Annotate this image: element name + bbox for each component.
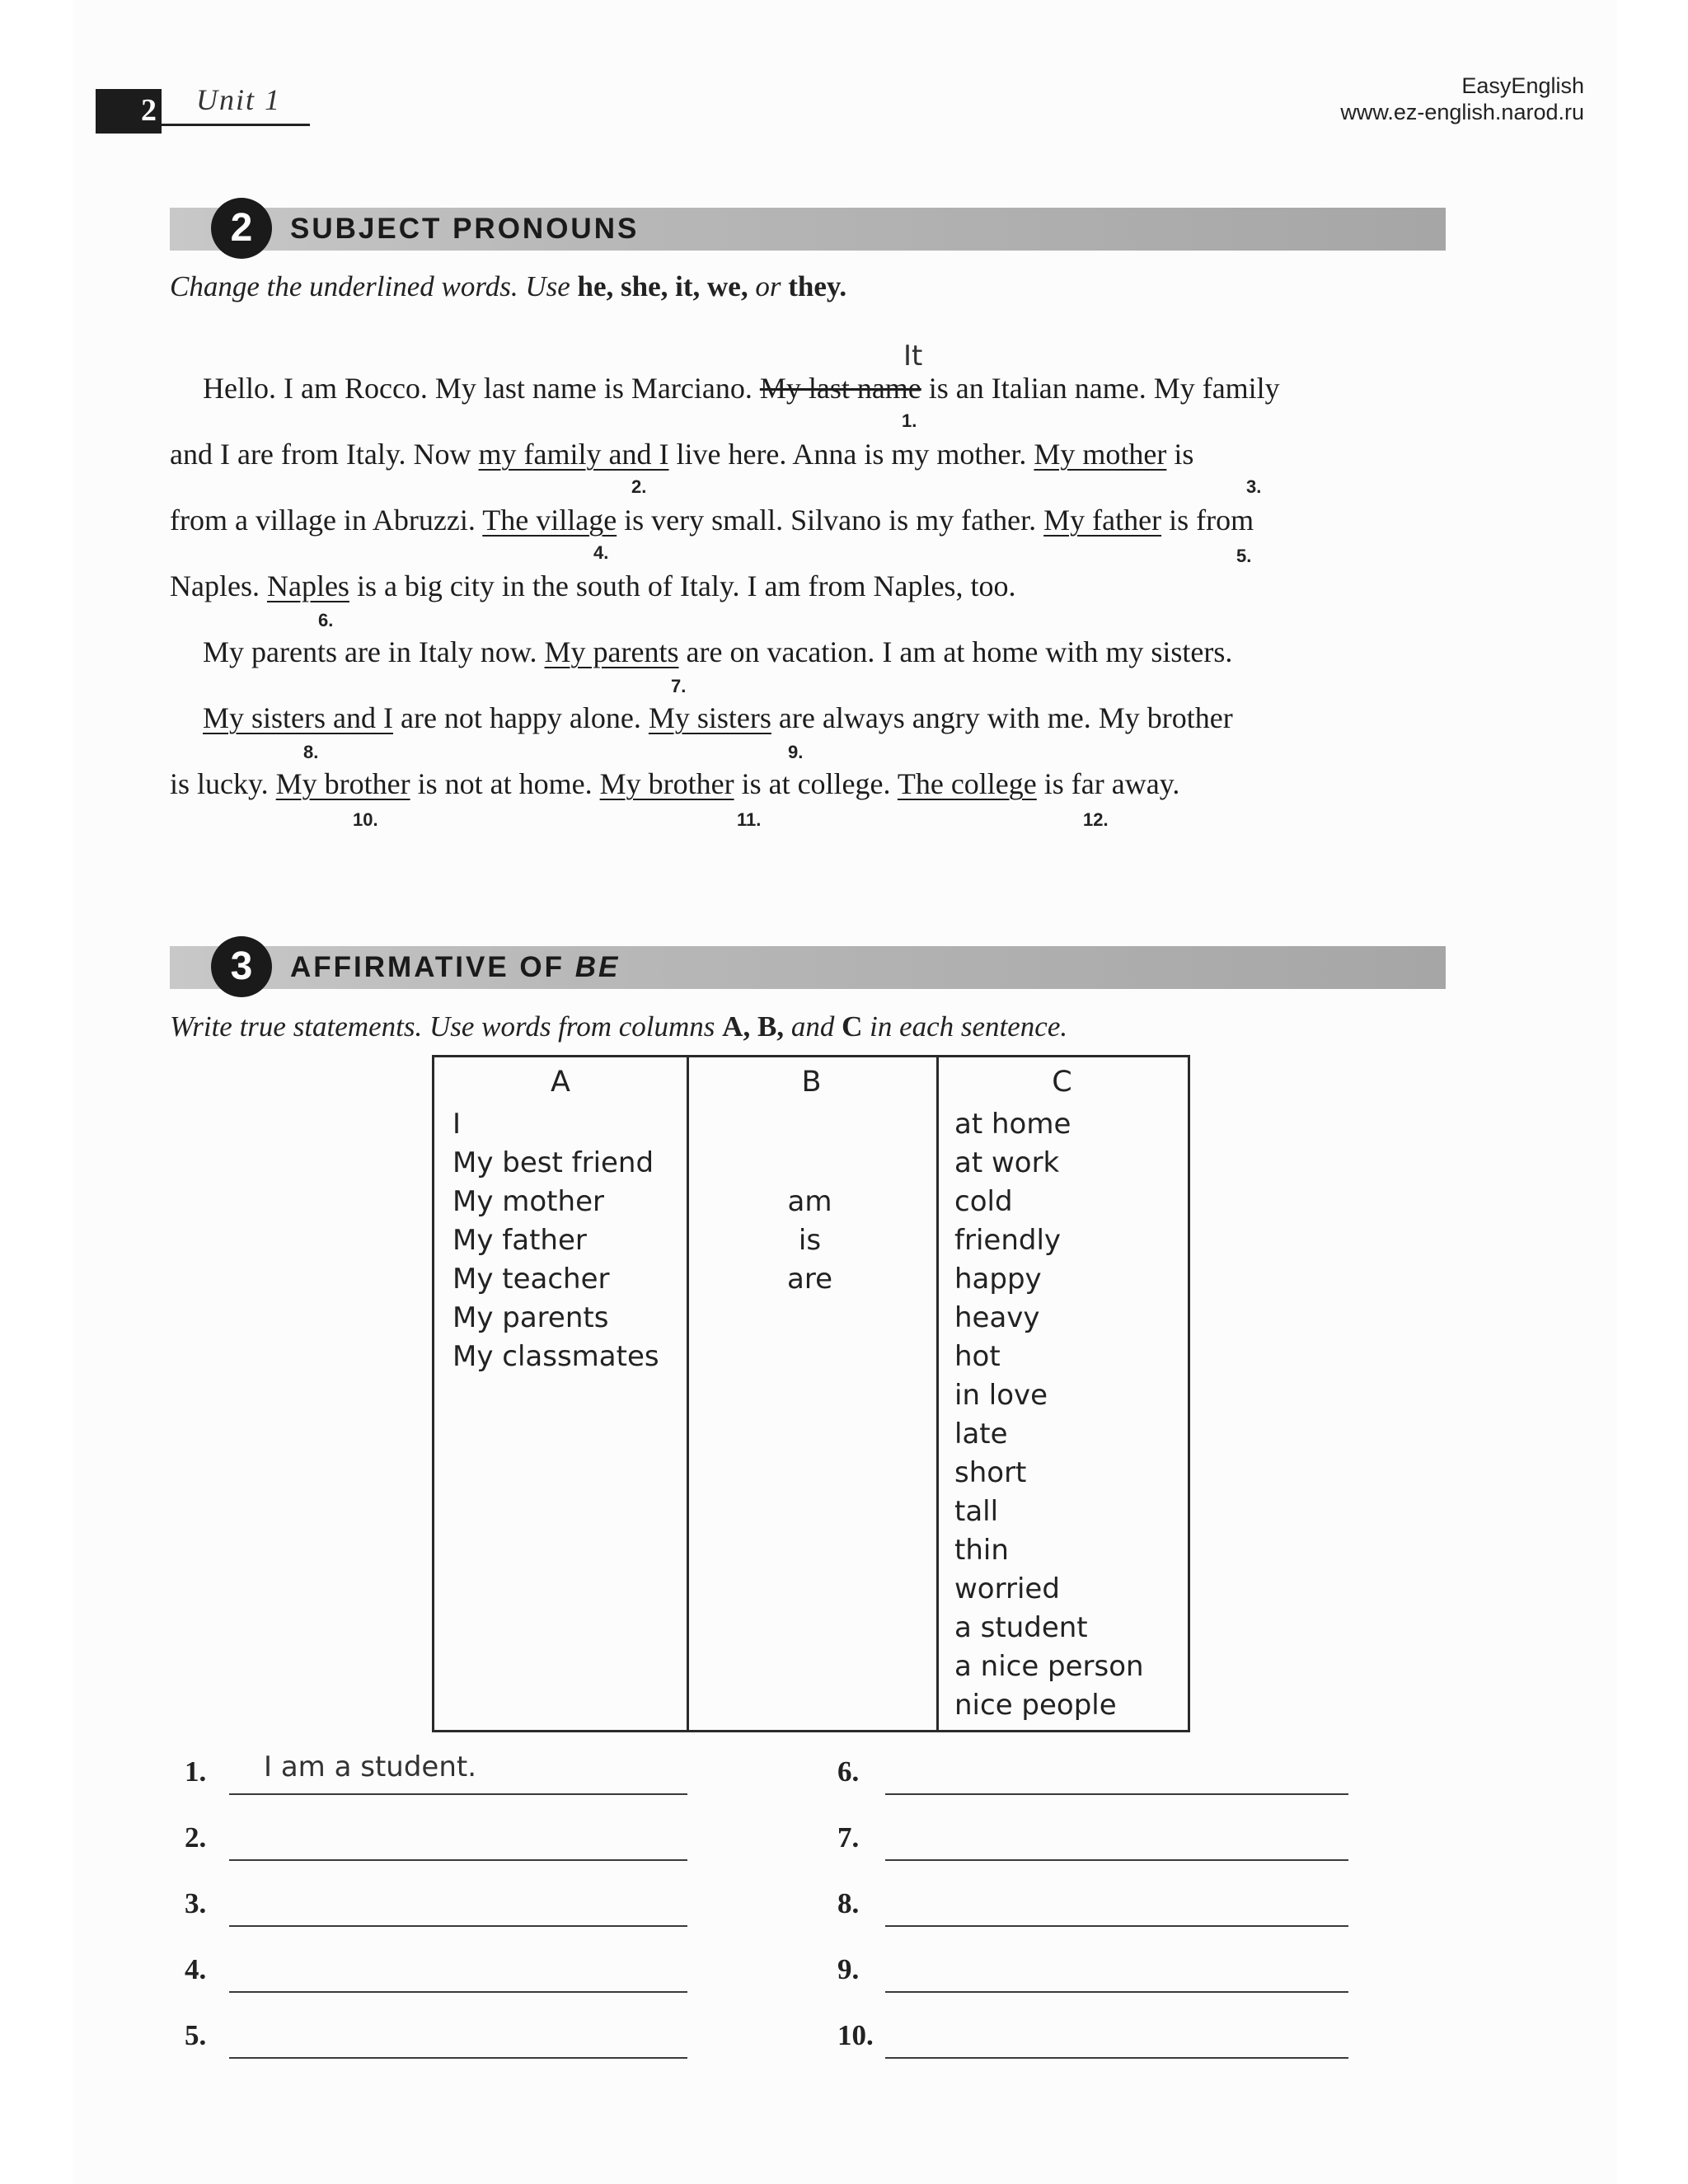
column-c-item: tall [954, 1495, 999, 1528]
underlined-item-8: My sisters and I [203, 701, 393, 734]
page-number: 2 [141, 93, 157, 128]
answer-line[interactable] [885, 1793, 1348, 1795]
column-c-item: at work [954, 1146, 1060, 1179]
section-2-title: SUBJECT PRONOUNS [290, 213, 640, 245]
item-number: 11. [737, 809, 762, 830]
column-a [434, 1057, 689, 1730]
answer-line[interactable] [229, 2057, 687, 2059]
instruction-or: or [755, 270, 781, 302]
instruction-text-end: in each sentence. [862, 1010, 1068, 1043]
pronoun-she: she, [621, 270, 668, 302]
column-a-item: I [452, 1108, 462, 1141]
underlined-item-12: The college [897, 767, 1037, 800]
answer-number: 3. [185, 1887, 207, 1919]
item-number: 9. [788, 742, 804, 762]
item-number: 10. [353, 809, 378, 830]
item-number: 8. [303, 742, 319, 762]
paragraph-line-4: Naples. Naples is a big city in the south of Italy. I am from Naples, too. [170, 569, 1016, 602]
item-number: 2. [631, 476, 647, 497]
pronoun-we: we, [707, 270, 748, 302]
paragraph-line-3: from a village in Abruzzi. The village is very small. Silvano is my father. My father is from [170, 504, 1254, 537]
column-c-item: in love [954, 1379, 1048, 1412]
column-c-item: a nice person [954, 1650, 1144, 1683]
column-c-item: cold [954, 1185, 1013, 1218]
page-margin-right [1617, 0, 1688, 2184]
column-b-header: B [801, 1066, 822, 1099]
answer-line[interactable] [885, 1925, 1348, 1927]
section-3-title: AFFIRMATIVE OF BE [290, 951, 621, 983]
answer-number: 4. [185, 1953, 207, 1985]
struck-example: My last name [759, 372, 921, 405]
column-b-item: are [787, 1263, 832, 1296]
answer-line[interactable] [885, 1859, 1348, 1861]
instruction-text: Write true statements. Use words from columns [170, 1010, 723, 1043]
column-b-letter: B, [757, 1010, 785, 1043]
item-number: 3. [1246, 476, 1262, 497]
answer-number: 7. [837, 1821, 860, 1854]
column-a-item: My teacher [452, 1263, 610, 1296]
section-2-badge: 2 [211, 198, 272, 259]
column-a-header: A [551, 1066, 570, 1099]
column-a-item: My mother [452, 1185, 604, 1218]
column-a-item: My father [452, 1224, 587, 1257]
column-b-list [687, 1183, 933, 1299]
column-c-item: hot [954, 1340, 1001, 1373]
answer-line[interactable] [885, 1991, 1348, 1993]
item-number: 5. [1236, 546, 1252, 566]
brand-name: EasyEnglish [1461, 73, 1584, 98]
page-margin-left [0, 0, 73, 2184]
column-a-letter: A, [722, 1010, 751, 1043]
column-a-item: My parents [452, 1301, 609, 1334]
answer-number: 5. [185, 2019, 207, 2051]
underlined-item-5: My father [1043, 504, 1162, 537]
instruction-and: and [790, 1010, 835, 1043]
paragraph-line-2: and I are from Italy. Now my family and I live here. Anna is my mother. My mother is [170, 438, 1194, 471]
answer-line[interactable] [229, 1991, 687, 1993]
column-a-item: My classmates [452, 1340, 659, 1373]
underlined-item-9: My sisters [648, 701, 771, 734]
answer-number: 8. [837, 1887, 860, 1919]
underlined-item-11: My brother [599, 767, 734, 800]
column-c-item: thin [954, 1534, 1009, 1567]
column-c-item: at home [954, 1108, 1071, 1141]
column-b [687, 1057, 939, 1730]
column-a-list [452, 1105, 683, 1376]
pronoun-it: it, [675, 270, 701, 302]
unit-rule [162, 124, 310, 126]
answer-text: I am a student. [264, 1750, 477, 1783]
underlined-item-4: The village [482, 504, 617, 537]
column-c-item: late [954, 1418, 1008, 1451]
pronoun-they: they. [788, 270, 847, 302]
column-c-item: a student [954, 1611, 1088, 1644]
paragraph-line-7: is lucky. My brother is not at home. My brother is at college. The college is far away. [170, 767, 1180, 800]
answer-number: 9. [837, 1953, 860, 1985]
column-c-header: C [1052, 1066, 1072, 1099]
answer-line[interactable] [229, 1925, 687, 1927]
answer-number: 6. [837, 1755, 860, 1788]
column-b-item: am [787, 1185, 832, 1218]
answer-line[interactable] [885, 2057, 1348, 2059]
section-3-badge: 3 [211, 936, 272, 997]
page-number-tab [96, 89, 162, 134]
column-c-item: worried [954, 1572, 1060, 1605]
example-answer: It [903, 340, 923, 373]
answer-number: 2. [185, 1821, 207, 1854]
column-c-list [954, 1105, 1184, 1725]
item-number: 12. [1083, 809, 1109, 830]
answer-number: 1. [185, 1755, 207, 1788]
section-3-instruction [170, 1010, 1067, 1043]
underlined-item-7: My parents [544, 635, 679, 668]
column-a-item: My best friend [452, 1146, 654, 1179]
word-table [432, 1055, 1190, 1732]
column-c-item: heavy [954, 1301, 1040, 1334]
column-c-item: nice people [954, 1689, 1117, 1722]
paragraph-line-6: My sisters and I are not happy alone. My sisters are always angry with me. My brother [203, 701, 1233, 734]
answer-line[interactable] [229, 1859, 687, 1861]
column-c-letter: C [842, 1010, 863, 1043]
section-2-instruction [170, 270, 846, 303]
paragraph-line-1: Hello. I am Rocco. My last name is Marciano. My last name is an Italian name. My family [203, 372, 1280, 405]
brand-url[interactable]: www.ez-english.narod.ru [1340, 100, 1584, 124]
column-b-item: is [798, 1224, 822, 1257]
item-number: 4. [593, 542, 609, 563]
item-number: 1. [902, 410, 917, 431]
column-c [936, 1057, 1188, 1730]
answer-number: 10. [837, 2019, 874, 2051]
column-c-item: short [954, 1456, 1027, 1489]
answer-line[interactable] [229, 1793, 687, 1795]
column-c-item: friendly [954, 1224, 1062, 1257]
underlined-item-2: my family and I [478, 438, 669, 471]
paragraph-line-5: My parents are in Italy now. My parents are on vacation. I am at home with my sisters. [203, 635, 1233, 668]
item-number: 7. [671, 676, 687, 696]
item-number: 6. [318, 610, 334, 630]
column-c-item: happy [954, 1263, 1042, 1296]
underlined-item-3: My mother [1034, 438, 1167, 471]
pronoun-he: he, [577, 270, 614, 302]
underlined-item-6: Naples [266, 569, 349, 602]
underlined-item-10: My brother [275, 767, 410, 800]
unit-label: Unit 1 [196, 83, 282, 116]
instruction-text: Change the underlined words. Use [170, 270, 578, 302]
brand-block [1340, 73, 1584, 125]
